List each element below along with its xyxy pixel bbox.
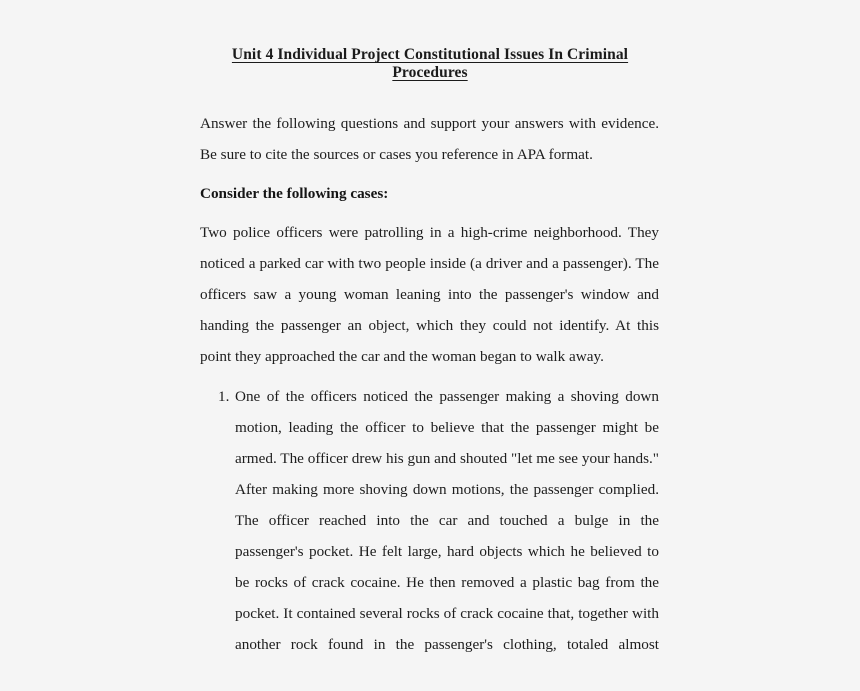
spacer xyxy=(200,372,659,381)
document-title xyxy=(200,46,660,82)
intro-paragraph: Answer the following questions and support your answers with evidence. Be sure to cite the sources or cases you reference in APA format. xyxy=(200,115,659,163)
spacer xyxy=(200,209,659,217)
spacer xyxy=(200,170,659,178)
section-subheading: Consider the following cases: xyxy=(200,185,389,202)
list-item-text: One of the officers noticed the passenger making a shoving down motion, leading the officer to believe that the passenger might be armed. The officer drew his gun and shouted "let me see your hands." After making more shoving down motions, the passenger complied. The officer reached into the car and touched a bulge in the passenger's pocket. He felt large, hard objects which he believed to be rocks of crack cocaine. He then removed a plastic bag from the pocket. It contained several rocks of crack cocaine that, together with another rock found in the passenger's clothing, totaled almost xyxy=(235,388,659,653)
list-item-marker: 1. xyxy=(218,388,230,405)
document-body xyxy=(200,108,659,691)
scenario-paragraph: Two police officers were patrolling in a high-crime neighborhood. They noticed a parked car with two people inside (a driver and a passenger). The officers saw a young woman leaning into the passenger's window and handing the passenger an object, which they could not identify. At this point they approached the car and the woman began to walk away. xyxy=(200,224,659,365)
document-title-text: Unit 4 Individual Project Constitutional Issues In Criminal Procedures xyxy=(231,46,629,82)
list-item xyxy=(200,381,659,691)
questions-list xyxy=(200,381,659,691)
